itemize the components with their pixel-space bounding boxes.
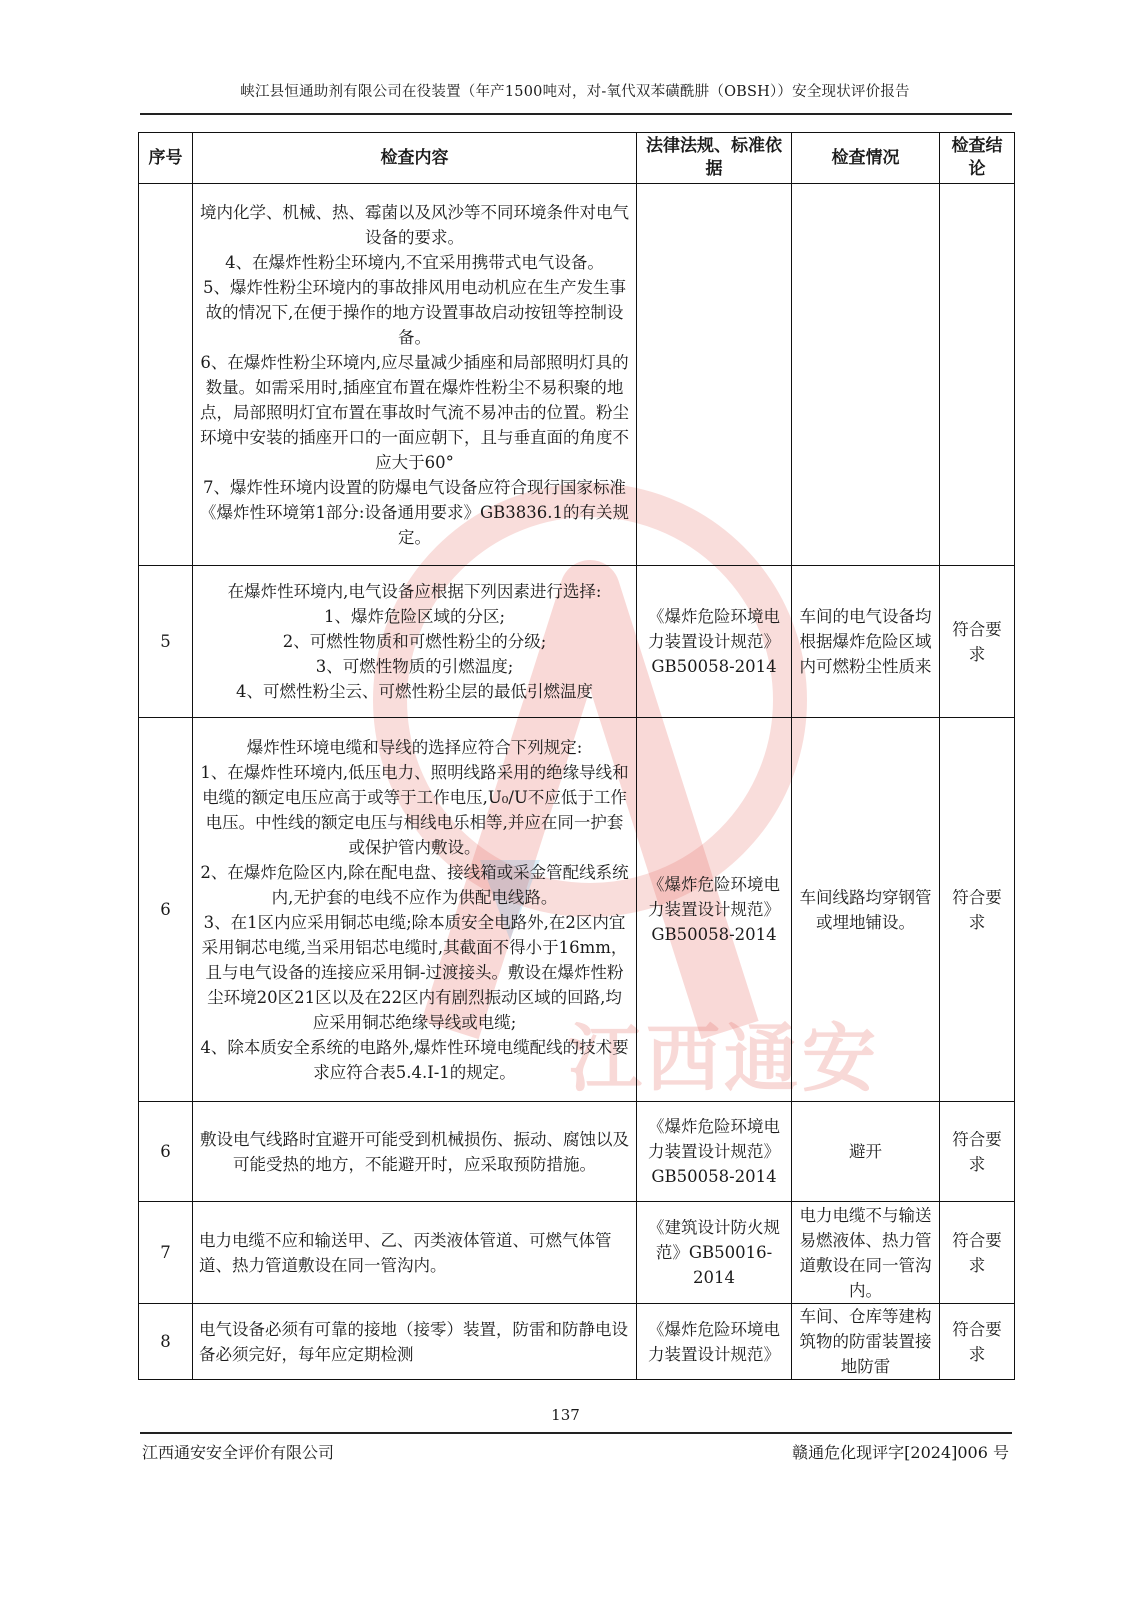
- table-row: [139, 1202, 1015, 1304]
- content-line: 1、爆炸危险区域的分区;: [323, 607, 506, 626]
- row-content: [193, 1202, 637, 1304]
- content-line: 敷设电气线路时宜避开可能受到机械损伤、振动、腐蚀以及可能受热的地方，不能避开时，应采取预防措施。: [200, 1129, 629, 1174]
- content-line: 爆炸性环境电缆和导线的选择应符合下列规定:: [246, 737, 583, 757]
- header-divider: [140, 113, 1012, 115]
- column-header-status: 检查情况: [792, 133, 940, 184]
- page-number: 137: [551, 1406, 580, 1424]
- row-status: 车间线路均穿钢管或埋地铺设。: [792, 718, 940, 1102]
- report-header-title: 峡江县恒通助剂有限公司在役装置（年产1500吨对，对-氧代双苯磺酰肼（OBSH））安全现状评价报告: [240, 84, 910, 100]
- column-header-content: 检查内容: [193, 133, 637, 184]
- row-content: [193, 184, 637, 566]
- column-header-result: 检查结论: [940, 133, 1015, 184]
- content-line: 3、可燃性物质的引燃温度;: [315, 657, 514, 676]
- column-header-no: 序号: [139, 133, 193, 184]
- watermark-text: 江西通安: [568, 1016, 880, 1102]
- table-row: [139, 1304, 1015, 1380]
- footer-report-number: 赣通危化现评字[2024]006 号: [792, 1443, 1009, 1462]
- row-status: 避开: [792, 1102, 940, 1202]
- content-line: 1、在爆炸性环境内,低压电力、照明线路采用的绝缘导线和电缆的额定电压应高于或等于工作电压,U₀/U不应低于工作电压。中性线的额定电压与相线电乐相等,并应在同一护套或保护管内敷设。: [200, 762, 629, 857]
- row-number: [139, 184, 193, 566]
- row-basis: 《爆炸危险环境电力装置设计规范》GB50058-2014: [637, 718, 792, 1102]
- row-basis: 《爆炸危险环境电力装置设计规范》: [637, 1304, 792, 1380]
- row-content: [193, 1102, 637, 1202]
- row-basis: 《爆炸危险环境电力装置设计规范》GB50058-2014: [637, 566, 792, 718]
- row-status: 车间的电气设备均根据爆炸危险区域内可燃粉尘性质来: [792, 566, 940, 718]
- content-line: 4、可燃性粉尘云、可燃性粉尘层的最低引燃温度: [236, 682, 593, 701]
- row-result: 符合要求: [940, 1304, 1015, 1380]
- content-line: 7、爆炸性环境内设置的防爆电气设备应符合现行国家标准《爆炸性环境第1部分:设备通用要求》GB3836.1的有关规定。: [199, 477, 630, 547]
- row-number: 5: [139, 566, 193, 718]
- content-line: 6、在爆炸性粉尘环境内,应尽量减少插座和局部照明灯具的数量。如需采用时,插座宜布置在爆炸性粉尘不易积聚的地点，局部照明灯宜布置在事故时气流不易冲击的位置。粉尘环境中安装的插座开口的一面应朝下，且与垂直面的角度不应大于60°: [200, 352, 629, 472]
- footer-company: 江西通安安全评价有限公司: [142, 1443, 335, 1462]
- table-row: [139, 184, 1015, 566]
- content-line: 境内化学、机械、热、霉菌以及风沙等不同环境条件对电气设备的要求。: [200, 202, 629, 247]
- row-status: 电力电缆不与输送易燃液体、热力管道敷设在同一管沟内。: [792, 1202, 940, 1304]
- row-content: [193, 718, 637, 1102]
- table-row: [139, 1102, 1015, 1202]
- content-line: 2、在爆炸危险区内,除在配电盘、接线箱或采金管配线系统内,无护套的电线不应作为供配电线路。: [200, 862, 629, 907]
- row-basis: 《爆炸危险环境电力装置设计规范》GB50058-2014: [637, 1102, 792, 1202]
- row-result: 符合要求: [940, 718, 1015, 1102]
- footer-divider: [140, 1432, 1012, 1434]
- content-line: 5、爆炸性粉尘环境内的事故排风用电动机应在生产发生事故的情况下,在便于操作的地方设置事故启动按钮等控制设备。: [203, 277, 626, 347]
- table-row: [139, 566, 1015, 718]
- row-status: [792, 184, 940, 566]
- row-result: 符合要求: [940, 566, 1015, 718]
- column-header-basis: 法律法规、标准依据: [637, 133, 792, 184]
- row-number: 6: [139, 1102, 193, 1202]
- row-content: [193, 1304, 637, 1380]
- row-result: [940, 184, 1015, 566]
- row-basis: [637, 184, 792, 566]
- table-row: [139, 718, 1015, 1102]
- row-content: [193, 566, 637, 718]
- row-result: 符合要求: [940, 1102, 1015, 1202]
- row-number: 6: [139, 718, 193, 1102]
- content-line: 3、在1区内应采用铜芯电缆;除本质安全电路外,在2区内宜采用铜芯电缆,当采用铝芯电缆时,其截面不得小于16mm，且与电气设备的连接应采用铜-过渡接头。敷设在爆炸性粉尘环境20区21区以及在22区内有剧烈振动区域的回路,均应采用铜芯绝缘导线或电缆;: [201, 912, 628, 1032]
- content-line: 电力电缆不应和输送甲、乙、丙类液体管道、可燃气体管道、热力管道敷设在同一管沟内。: [199, 1230, 612, 1275]
- row-result: 符合要求: [940, 1202, 1015, 1304]
- content-line: 在爆炸性环境内,电气设备应根据下列因素进行选择:: [227, 582, 602, 601]
- content-line: 电气设备必须有可靠的接地（接零）装置，防雷和防静电设备必须完好，每年应定期检测: [199, 1319, 628, 1364]
- content-line: 2、可燃性物质和可燃性粉尘的分级;: [282, 632, 547, 651]
- content-line: 4、除本质安全系统的电路外,爆炸性环境电缆配线的技术要求应符合表5.4.I-1的规定。: [200, 1037, 629, 1082]
- row-number: 8: [139, 1304, 193, 1380]
- row-basis: 《建筑设计防火规范》GB50016-2014: [637, 1202, 792, 1304]
- row-number: 7: [139, 1202, 193, 1304]
- table-header-row: [139, 133, 1015, 184]
- inspection-table: [138, 132, 1015, 1380]
- row-status: 车间、仓库等建构筑物的防雷装置接地防雷: [792, 1304, 940, 1380]
- content-line: 4、在爆炸性粉尘环境内,不宜采用携带式电气设备。: [225, 252, 604, 272]
